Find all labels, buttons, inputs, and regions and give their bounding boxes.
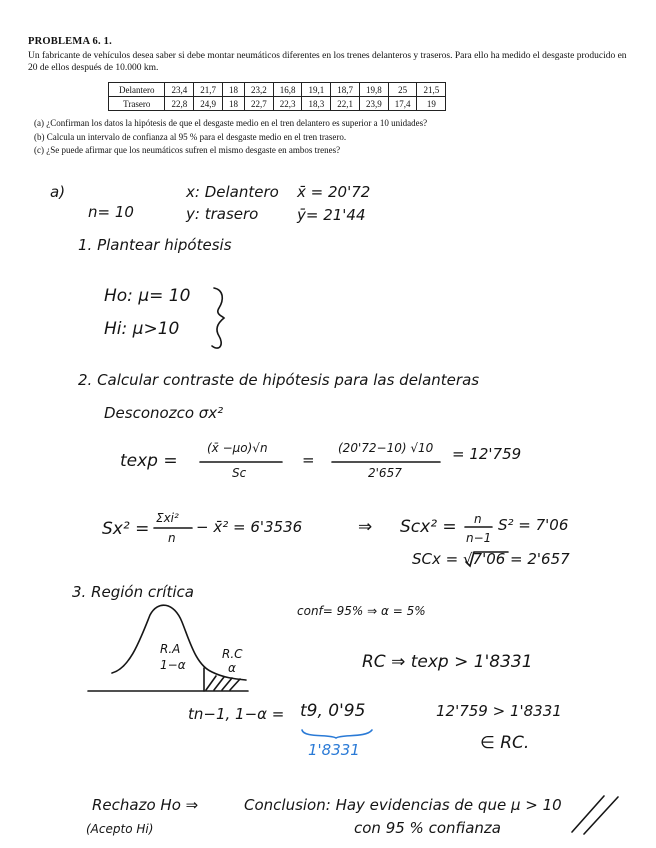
end-mark-2 <box>584 797 618 834</box>
table-cell: 21,5 <box>417 83 446 97</box>
x-mean: x̄ = 20'72 <box>297 183 371 201</box>
sample-size: n= 10 <box>88 203 134 221</box>
sqrt-symbol <box>466 552 508 566</box>
accept-alt: (Acepto Hi) <box>86 822 154 836</box>
unknown-variance: Desconozco σx² <box>104 404 224 422</box>
texp-label: texp = <box>120 451 178 471</box>
t-critical-label: tn−1, 1−α = <box>188 705 285 723</box>
table-cell: 19 <box>417 97 446 111</box>
t-underbrace <box>302 730 372 738</box>
step2-title: 2. Calcular contraste de hipótesis para las delanteras <box>78 371 480 389</box>
sx2-denominator: n <box>168 531 176 545</box>
critical-region-label: R.C <box>222 647 243 661</box>
texp-equals: = <box>302 451 315 469</box>
hatch-1 <box>206 676 216 690</box>
sx2-label: Sx² = <box>102 519 150 539</box>
table-cell: 18 <box>222 83 244 97</box>
critical-region-rule: RC ⇒ texp > 1'8331 <box>362 652 533 672</box>
texp-numerator: (x̄ −μo)√n <box>207 441 268 455</box>
conclusion: Conclusion: Hay evidencias de que μ > 10 <box>244 796 562 814</box>
row-label: Delantero <box>109 83 165 97</box>
question-c: (c) ¿Se puede afirmar que los neumáticos sufren el mismo desgaste en ambos trenes? <box>34 145 341 155</box>
confidence-level: conf= 95% ⇒ α = 5% <box>297 604 426 618</box>
table-cell: 17,4 <box>388 97 417 111</box>
row-label: Trasero <box>109 97 165 111</box>
table-cell: 18,3 <box>302 97 331 111</box>
in-critical-region: ∈ RC. <box>480 733 530 753</box>
acceptance-region-prob: 1−α <box>160 658 186 672</box>
sx2-rest: − x̄² = 6'3536 <box>196 518 303 536</box>
hatch-4 <box>230 679 240 690</box>
hypothesis-brace <box>212 288 224 348</box>
problem-title: PROBLEMA 6. 1. <box>28 36 112 47</box>
conclusion-confidence: con 95 % confianza <box>354 819 501 837</box>
problem-statement: Un fabricante de vehículos desea saber si debe montar neumáticos diferentes en los trenes delanteros y traseros. Para ello ha medido el desgaste producido en 20 de ellos después de 10.000 km. <box>28 51 627 73</box>
t-table-value: 1'8331 <box>308 741 360 759</box>
table-cell: 23,2 <box>244 83 273 97</box>
y-definition: y: trasero <box>186 205 259 223</box>
hatch-2 <box>214 677 224 690</box>
hatch-3 <box>222 678 232 690</box>
x-definition: x: Delantero <box>186 183 279 201</box>
scx2-denominator: n−1 <box>466 531 492 545</box>
scx-value: SCx = √7'06 = 2'657 <box>412 550 570 568</box>
sx2-numerator: Σxi² <box>156 511 179 525</box>
table-cell: 22,7 <box>244 97 273 111</box>
implies-arrow: ⇒ <box>358 517 373 537</box>
texp-denominator-value: 2'657 <box>368 466 402 480</box>
scx2-numerator: n <box>474 512 482 526</box>
texp-denominator: Sc <box>232 466 247 480</box>
step3-title: 3. Región crítica <box>72 583 194 601</box>
table-cell: 23,9 <box>359 97 388 111</box>
reject-null: Rechazo Ho ⇒ <box>92 796 199 814</box>
critical-region-alpha: α <box>228 661 236 675</box>
table-cell: 18 <box>222 97 244 111</box>
table-cell: 23,4 <box>165 83 194 97</box>
question-b: (b) Calcula un intervalo de confianza al 95 % para el desgaste medio en el tren trasero. <box>34 131 347 142</box>
table-cell: 24,9 <box>194 97 223 111</box>
scx2-rest: S² = 7'06 <box>498 516 569 534</box>
table-cell: 25 <box>388 83 417 97</box>
y-mean: ȳ= 21'44 <box>297 206 366 224</box>
texp-numerator-values: (20'72−10) √10 <box>338 441 434 455</box>
comparison: 12'759 > 1'8331 <box>436 702 562 720</box>
t-critical-notation: t9, 0'95 <box>300 701 366 721</box>
part-label: a) <box>50 183 66 201</box>
acceptance-region-label: R.A <box>160 642 181 656</box>
null-hypothesis: Ho: μ= 10 <box>104 286 191 306</box>
end-mark-1 <box>572 796 604 832</box>
texp-result: = 12'759 <box>452 445 522 463</box>
alt-hypothesis: Hi: μ>10 <box>104 319 180 339</box>
table-cell: 22,8 <box>165 97 194 111</box>
table-cell: 22,1 <box>331 97 360 111</box>
table-cell: 16,8 <box>273 83 302 97</box>
table-cell: 18,7 <box>331 83 360 97</box>
table-cell: 19,8 <box>359 83 388 97</box>
table-cell: 22,3 <box>273 97 302 111</box>
scx2-label: Scx² = <box>400 517 457 537</box>
step1-title: 1. Plantear hipótesis <box>78 236 232 254</box>
question-a: (a) ¿Confirman los datos la hipótesis de que el desgaste medio en el tren delantero es superior a 10 unidades? <box>34 118 428 128</box>
table-cell: 19,1 <box>302 83 331 97</box>
table-cell: 21,7 <box>194 83 223 97</box>
